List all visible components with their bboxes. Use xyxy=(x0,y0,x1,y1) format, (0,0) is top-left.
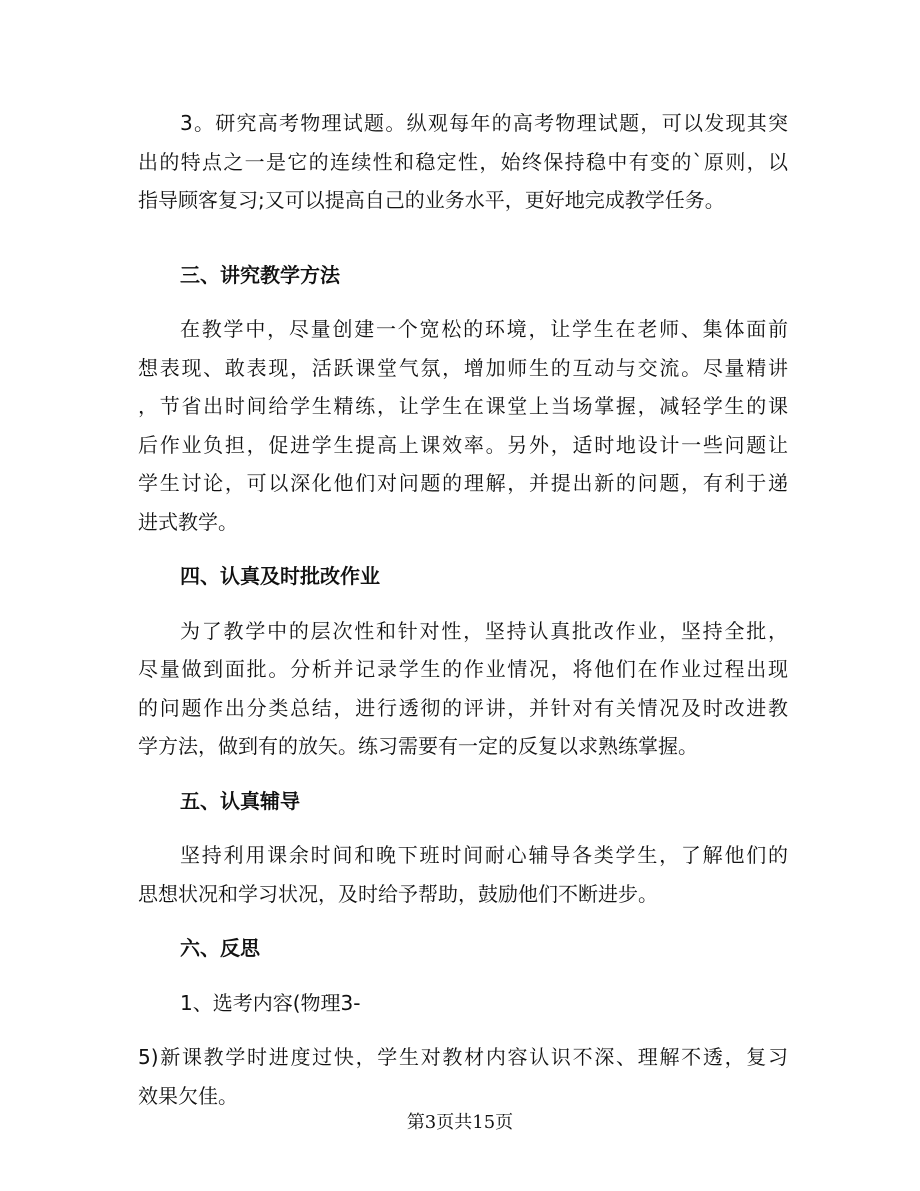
list-item-elective-content: 1、选考内容(物理3- xyxy=(180,990,361,1015)
document-body xyxy=(138,104,788,1115)
text-line: 思想状况和学习状况，及时给予帮助，鼓励他们不断进步。 xyxy=(138,881,658,906)
spacer xyxy=(138,596,788,612)
spacer xyxy=(138,1022,788,1038)
text-line: 尽量做到面批。分析并记录学生的作业情况，将他们在作业过程出现 xyxy=(138,657,788,681)
text-line: 学方法，做到有的放矢。练习需要有一定的反复以求熟练掌握。 xyxy=(138,734,698,758)
paragraph-teaching-methods xyxy=(138,310,788,541)
text-line: 5)新课教学时进度过快，学生对教材内容认识不深、理解不透，复习 xyxy=(138,1045,788,1069)
section-heading-homework: 四、认真及时批改作业 xyxy=(180,564,380,588)
spacer xyxy=(138,766,788,782)
text-line: 为了教学中的层次性和针对性，坚持认真批改作业，坚持全批， xyxy=(180,618,788,643)
text-line: 指导顾客复习;又可以提高自己的业务水平，更好地完成教学任务。 xyxy=(138,188,725,212)
paragraph-research-exam xyxy=(138,104,788,220)
spacer xyxy=(138,820,788,836)
text-line: 想表现、敢表现，活跃课堂气氛，增加师生的互动与交流。尽量精讲 xyxy=(138,355,788,380)
text-line: 在教学中，尽量创建一个宽松的环境，让学生在老师、集体面前 xyxy=(180,317,788,341)
text-line: 出的特点之一是它的连续性和稳定性，始终保持稳中有变的`原则，以 xyxy=(138,149,788,174)
page-number: 第3页共15页 xyxy=(406,1112,514,1133)
text-line: 学生讨论，可以深化他们对问题的理解，并提出新的问题，有利于递 xyxy=(138,471,788,495)
spacer xyxy=(138,968,788,984)
text-line: ，节省出时间给学生精练，让学生在课堂上当场掌握，减轻学生的课 xyxy=(138,394,788,418)
spacer xyxy=(138,913,788,929)
text-line: 坚持利用课余时间和晚下班时间耐心辅导各类学生，了解他们的 xyxy=(180,843,788,867)
spacer xyxy=(138,294,788,310)
spacer xyxy=(138,220,788,256)
text-line: 效果欠佳。 xyxy=(138,1083,238,1108)
section-heading-reflection: 六、反思 xyxy=(180,936,260,960)
section-heading-teaching-methods: 三、讲究教学方法 xyxy=(180,262,340,287)
spacer xyxy=(138,541,788,557)
text-line: 进式教学。 xyxy=(138,509,238,534)
paragraph-elective-content xyxy=(138,1038,788,1115)
paragraph-tutoring xyxy=(138,836,788,913)
text-line: 后作业负担，促进学生提高上课效率。另外，适时地设计一些问题让 xyxy=(138,432,788,457)
text-line: 3。研究高考物理试题。纵观每年的高考物理试题，可以发现其突 xyxy=(180,111,788,135)
text-line: 的问题作出分类总结，进行透彻的评讲，并针对有关情况及时改进教 xyxy=(138,695,788,720)
section-heading-tutoring: 五、认真辅导 xyxy=(180,788,300,813)
paragraph-homework xyxy=(138,612,788,766)
